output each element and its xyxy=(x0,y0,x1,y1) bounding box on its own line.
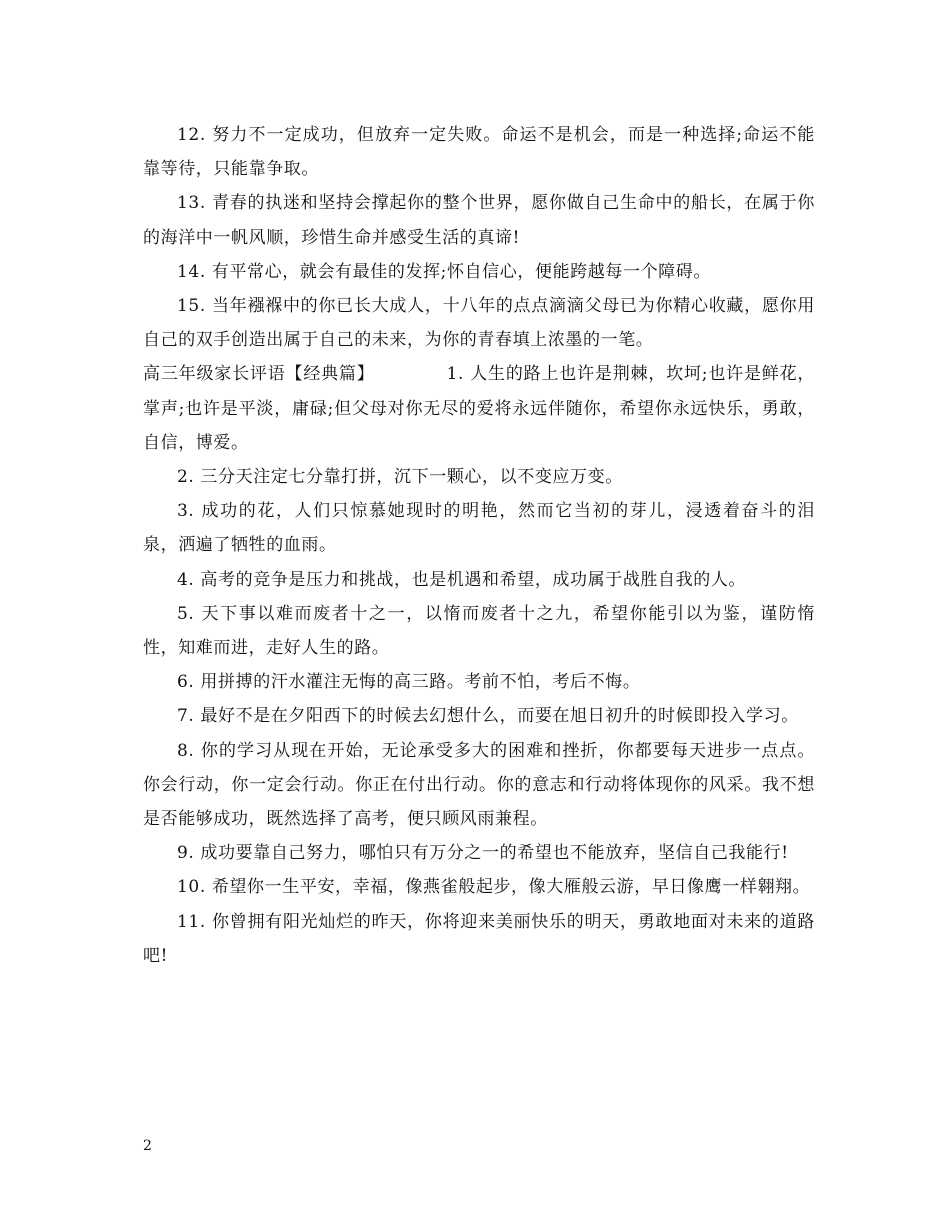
paragraph-item-8: 8. 你的学习从现在开始，无论承受多大的困难和挫折，你都要每天进步一点点。你会行动，你一定会行动。你正在付出行动。你的意志和行动将体现你的风采。我不想是否能够成功，既然选择了高考，便只顾风雨兼程。 xyxy=(143,740,815,830)
paragraph-item-9: 9. 成功要靠自己努力，哪怕只有万分之一的希望也不能放弃，坚信自己我能行! xyxy=(177,843,789,864)
paragraph-item-1: 1. 人生的路上也许是荆棘，坎坷;也许是鲜花，掌声;也许是平淡，庸碌;但父母对你无尽的爱将永远伴随你，希望你永远快乐，勇敢，自信，博爱。 xyxy=(143,364,815,453)
document-body xyxy=(143,118,815,973)
paragraph-item-14: 14. 有平常心，就会有最佳的发挥;怀自信心，便能跨越每一个障碍。 xyxy=(177,261,711,282)
section-heading: 高三年级家长评语【经典篇】 xyxy=(143,364,375,385)
paragraph-item-7: 7. 最好不是在夕阳西下的时候去幻想什么，而要在旭日初升的时候即投入学习。 xyxy=(177,706,799,727)
paragraph-item-12: 12. 努力不一定成功，但放弃一定失败。命运不是机会，而是一种选择;命运不能靠等待，只能靠争取。 xyxy=(143,125,815,180)
section-paragraph xyxy=(143,357,815,460)
paragraph-item-11: 11. 你曾拥有阳光灿烂的昨天，你将迎来美丽快乐的明天，勇敢地面对未来的道路吧! xyxy=(143,911,815,966)
paragraph-item-10: 10. 希望你一生平安，幸福，像燕雀般起步，像大雁般云游，早日像鹰一样翱翔。 xyxy=(177,877,811,898)
paragraph-item-13: 13. 青春的执迷和坚持会撑起你的整个世界，愿你做自己生命中的船长，在属于你的海洋中一帆风顺，珍惜生命并感受生活的真谛! xyxy=(143,193,815,248)
paragraph-item-5: 5. 天下事以难而废者十之一，以惰而废者十之九，希望你能引以为鉴，谨防惰性，知难而进，走好人生的路。 xyxy=(143,603,815,659)
paragraph-item-2: 2. 三分天注定七分靠打拼，沉下一颗心，以不变应万变。 xyxy=(177,467,623,488)
paragraph-item-3: 3. 成功的花，人们只惊慕她现时的明艳，然而它当初的芽儿，浸透着奋斗的泪泉，洒遍了牺牲的血雨。 xyxy=(143,501,815,556)
paragraph-item-15: 15. 当年襁褓中的你已长大成人，十八年的点点滴滴父母已为你精心收藏，愿你用自己的双手创造出属于自己的未来，为你的青春填上浓墨的一笔。 xyxy=(143,296,815,351)
page-number: 2 xyxy=(143,1138,152,1154)
paragraph-item-6: 6. 用拼搏的汗水灌注无悔的高三路。考前不怕，考后不悔。 xyxy=(177,672,641,693)
paragraph-item-4: 4. 高考的竞争是压力和挑战，也是机遇和希望，成功属于战胜自我的人。 xyxy=(177,569,747,590)
